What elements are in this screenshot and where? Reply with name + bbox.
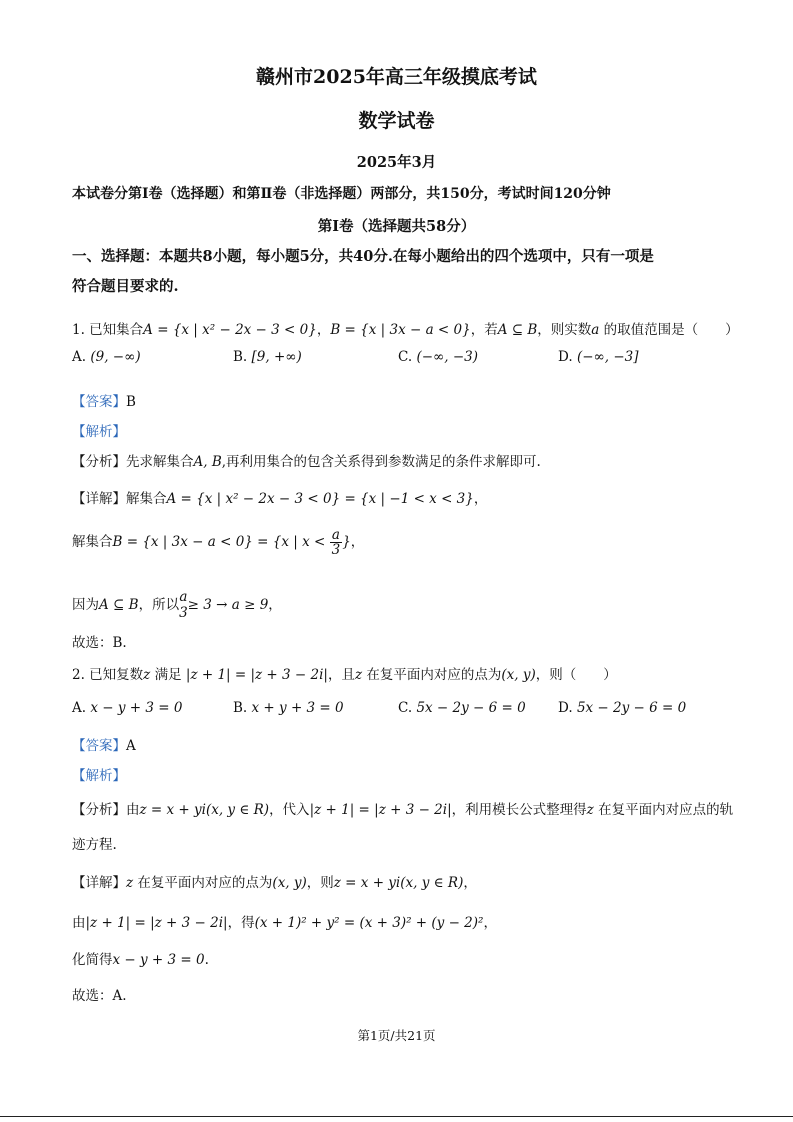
q1-detail-2: 解集合B = {x | 3x − a < 0} = {x | x < $\frac{a}{3}$ }， [72,527,365,559]
q1-detail-3: 因为A ⊆ B，所以 a 3 ≥ 3 → a ≥ 9， [72,589,282,621]
q1-cond-pre: ，若 [470,322,498,338]
q1-stem [72,318,739,338]
exam-title: 赣州市2025年高三年级摸底考试 [256,66,537,88]
q1-option-d: D. (−∞, −3] [558,349,639,365]
q1-ask: 的取值范围是（ ） [599,322,739,338]
q1-ask-pre: ，则实数 [537,322,592,338]
q1-option-a: A. (9, −∞) [72,349,141,365]
q1-choice: 故选：B. [72,635,127,651]
q2-detail-1: 【详解】z 在复平面内对应的点为(x, y)，则z = x + yi(x, y ∈ R)， [72,875,477,891]
answer-tag: 【答案】 [72,394,126,410]
q2-option-a: A. x − y + 3 = 0 [72,700,183,716]
q2-detail-3: 化简得x − y + 3 = 0. [72,952,209,968]
q1-answer-value: B [126,394,136,410]
part-title: 第Ⅰ卷（选择题共58分） [317,218,476,235]
q1-prefix: 1. 已知集合 [72,322,144,338]
q2-fenxi-line2: 迹方程. [72,837,117,853]
page-footer: 第1页/共21页 [357,1028,436,1043]
q2-option-b: B. x + y + 3 = 0 [233,700,344,716]
q1-option-b: B. [9, +∞) [233,349,302,365]
q1-comma: ， [316,322,331,338]
q2-choice: 故选：A. [72,988,127,1004]
bottom-rule [0,1116,793,1117]
q1-frac-a-over-3: $\frac{a}{3}$ [331,527,341,559]
exam-subtitle: 数学试卷 [358,110,435,132]
exam-date: 2025年3月 [356,154,437,171]
q1-var: a [591,322,600,338]
q1-cond: A ⊆ B [497,322,538,338]
q1-set-b: B = {x | 3x − a < 0} [330,322,471,338]
q2-stem: 2. 已知复数z 满足 |z + 1| = |z + 3 − 2i|，且z 在复平面内对应的点为(x, y)，则（ ） [72,667,617,683]
q2-answer: 【答案】A [72,738,136,754]
q1-option-c: C. (−∞, −3) [398,349,479,365]
q1-detail-1: 【详解】解集合A = {x | x² − 2x − 3 < 0} = {x | −1 < x < 3}， [72,491,488,507]
q1-frac-a-3: a 3 [179,589,188,621]
q2-detail-2: 由|z + 1| = |z + 3 − 2i|，得(x + 1)² + y² = (x + 3)² + (y − 2)²， [72,915,497,931]
q1-set-a: A = {x | x² − 2x − 3 < 0} [143,322,317,338]
q1-answer [72,390,136,410]
q2-option-d: D. 5x − 2y − 6 = 0 [558,700,687,716]
exam-intro: 本试卷分第Ⅰ卷（选择题）和第Ⅱ卷（非选择题）两部分，共150分，考试时间120分钟 [72,186,611,202]
q2-option-c: C. 5x − 2y − 6 = 0 [398,700,526,716]
q1-fenxi: 【分析】先求解集合A, B,再利用集合的包含关系得到参数满足的条件求解即可. [72,454,541,470]
q1-analysis-tag: 【解析】 [72,424,126,440]
q2-fenxi-line1: 【分析】由z = x + yi(x, y ∈ R)，代入|z + 1| = |z + 3 − 2i|，利用模长公式整理得z 在复平面内对应点的轨 [72,802,734,818]
section-heading-line2: 符合题目要求的. [72,278,179,295]
section-heading-line1: 一、选择题：本题共8小题，每小题5分，共40分.在每小题给出的四个选项中，只有一项是 [72,248,654,265]
q2-analysis-tag: 【解析】 [72,768,126,784]
